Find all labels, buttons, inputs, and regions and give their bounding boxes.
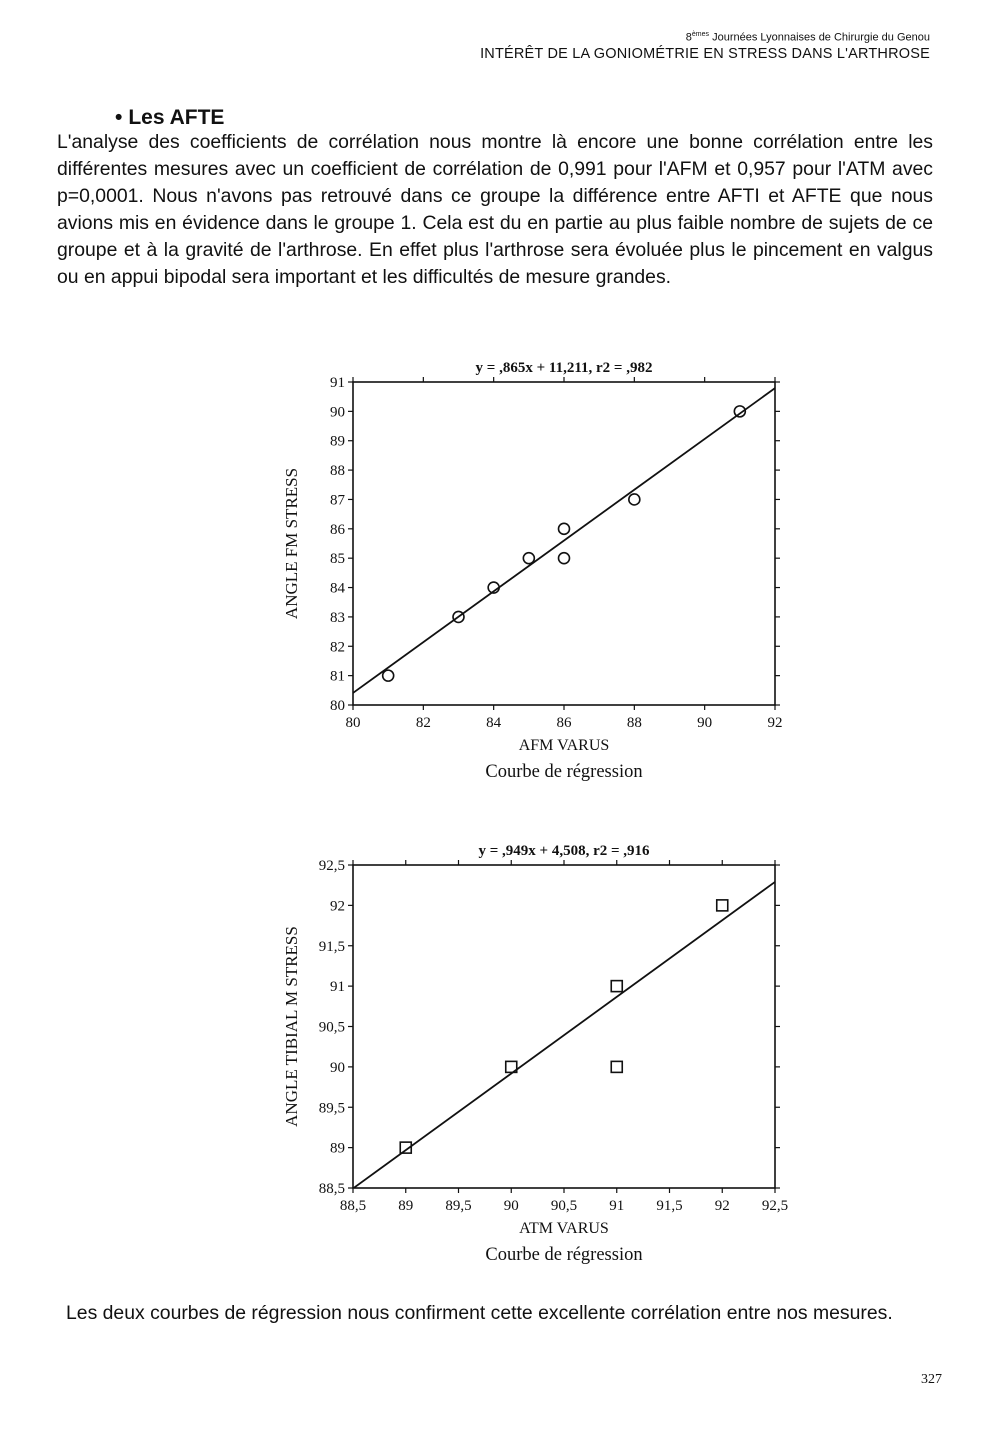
- x-tick-label: 88,5: [339, 1198, 367, 1214]
- y-tick-label: 92,5: [318, 858, 345, 874]
- y-tick-label: 90: [330, 1059, 345, 1076]
- y-tick-label: 80: [330, 698, 345, 714]
- x-tick-label: 92: [767, 715, 783, 731]
- regression-chart-tibial: [270, 833, 830, 1273]
- y-tick-label: 87: [330, 492, 345, 509]
- x-tick-label: 84: [486, 715, 502, 731]
- data-point: [611, 1061, 622, 1072]
- y-tick-label: 90: [330, 404, 345, 421]
- y-tick-label: 86: [330, 521, 345, 538]
- y-tick-label: 85: [330, 551, 345, 568]
- y-axis-label: ANGLE FM STRESS: [282, 467, 301, 620]
- y-tick-label: 90,5: [318, 1019, 345, 1036]
- y-tick-label: 91,5: [318, 938, 345, 955]
- chart-tibial-svg: [270, 833, 830, 1273]
- x-tick-label: 82: [415, 715, 431, 731]
- y-tick-label: 88,5: [318, 1181, 345, 1197]
- chart-title: y = ,865x + 11,211, r2 = ,982: [475, 360, 653, 376]
- x-tick-label: 80: [345, 715, 361, 731]
- regression-line: [353, 388, 775, 693]
- x-tick-label: 91: [609, 1198, 625, 1214]
- y-tick-label: 89: [330, 433, 345, 450]
- conclusion-paragraph: Les deux courbes de régression nous confirment cette excellente corrélation entre nos mesures.: [66, 1302, 893, 1324]
- x-tick-label: 89: [398, 1198, 414, 1214]
- y-tick-label: 89,5: [318, 1100, 345, 1117]
- chart-caption: Courbe de régression: [485, 762, 643, 782]
- article-title: INTÉRÊT DE LA GONIOMÉTRIE EN STRESS DANS L'ARTHROSE: [480, 45, 930, 62]
- data-point: [717, 900, 728, 911]
- y-tick-label: 83: [330, 609, 345, 626]
- data-point: [383, 670, 394, 681]
- x-tick-label: 92: [714, 1198, 730, 1214]
- y-tick-label: 84: [330, 580, 345, 597]
- x-axis-label: AFM VARUS: [518, 737, 610, 754]
- regression-line: [353, 882, 775, 1189]
- x-tick-label: 91,5: [656, 1198, 683, 1214]
- section-heading-text: Les AFTE: [128, 106, 225, 129]
- x-tick-label: 90: [503, 1198, 519, 1214]
- page-number: 327: [921, 1372, 942, 1387]
- conference-name: 8èmes Journées Lyonnaises de Chirurgie du Genou: [685, 31, 930, 44]
- y-tick-label: 92: [330, 898, 345, 915]
- section-heading: [115, 106, 224, 130]
- data-point: [559, 523, 570, 534]
- x-tick-label: 92,5: [761, 1198, 789, 1214]
- y-tick-label: 88: [330, 463, 345, 480]
- plot-frame: [353, 865, 775, 1188]
- x-tick-label: 90,5: [550, 1198, 578, 1214]
- x-tick-label: 88: [626, 715, 642, 731]
- y-tick-label: 81: [330, 668, 345, 685]
- y-tick-label: 82: [330, 639, 345, 656]
- data-point: [611, 981, 622, 992]
- bullet-icon: •: [115, 106, 123, 129]
- data-point: [629, 494, 640, 505]
- plot-frame: [353, 382, 775, 705]
- data-point: [523, 553, 534, 564]
- data-point: [559, 553, 570, 564]
- x-tick-label: 89,5: [445, 1198, 472, 1214]
- chart-caption: Courbe de régression: [485, 1245, 643, 1265]
- regression-chart-femoral: [270, 350, 830, 790]
- y-axis-label: ANGLE TIBIAL M STRESS: [282, 926, 301, 1127]
- x-tick-label: 90: [697, 715, 713, 731]
- body-paragraph: L'analyse des coefficients de corrélation nous montre là encore une bonne corrélation entre les différentes mesures avec un coefficient de corrélation de 0,991 pour l'AFM et 0,957 pour l'ATM avec p=0,0001. Nous n'avons pas retrouvé dans ce groupe la différence entre AFTI et AFTE que nous avions mis en évidence dans le groupe 1. Cela est du en partie au plus faible nombre de sujets de ce groupe et à la gravité de l'arthrose. En effet plus l'arthrose sera évoluée plus le pincement en valgus ou en appui bipodal sera important et les difficultés de mesure grandes.: [57, 131, 933, 288]
- running-header: [480, 28, 930, 63]
- x-axis-label: ATM VARUS: [519, 1220, 609, 1237]
- y-tick-label: 91: [330, 375, 345, 391]
- chart-femoral-svg: [270, 350, 830, 790]
- x-tick-label: 86: [556, 715, 572, 731]
- y-tick-label: 91: [330, 979, 345, 996]
- chart-title: y = ,949x + 4,508, r2 = ,916: [478, 843, 650, 859]
- y-tick-label: 89: [330, 1140, 345, 1157]
